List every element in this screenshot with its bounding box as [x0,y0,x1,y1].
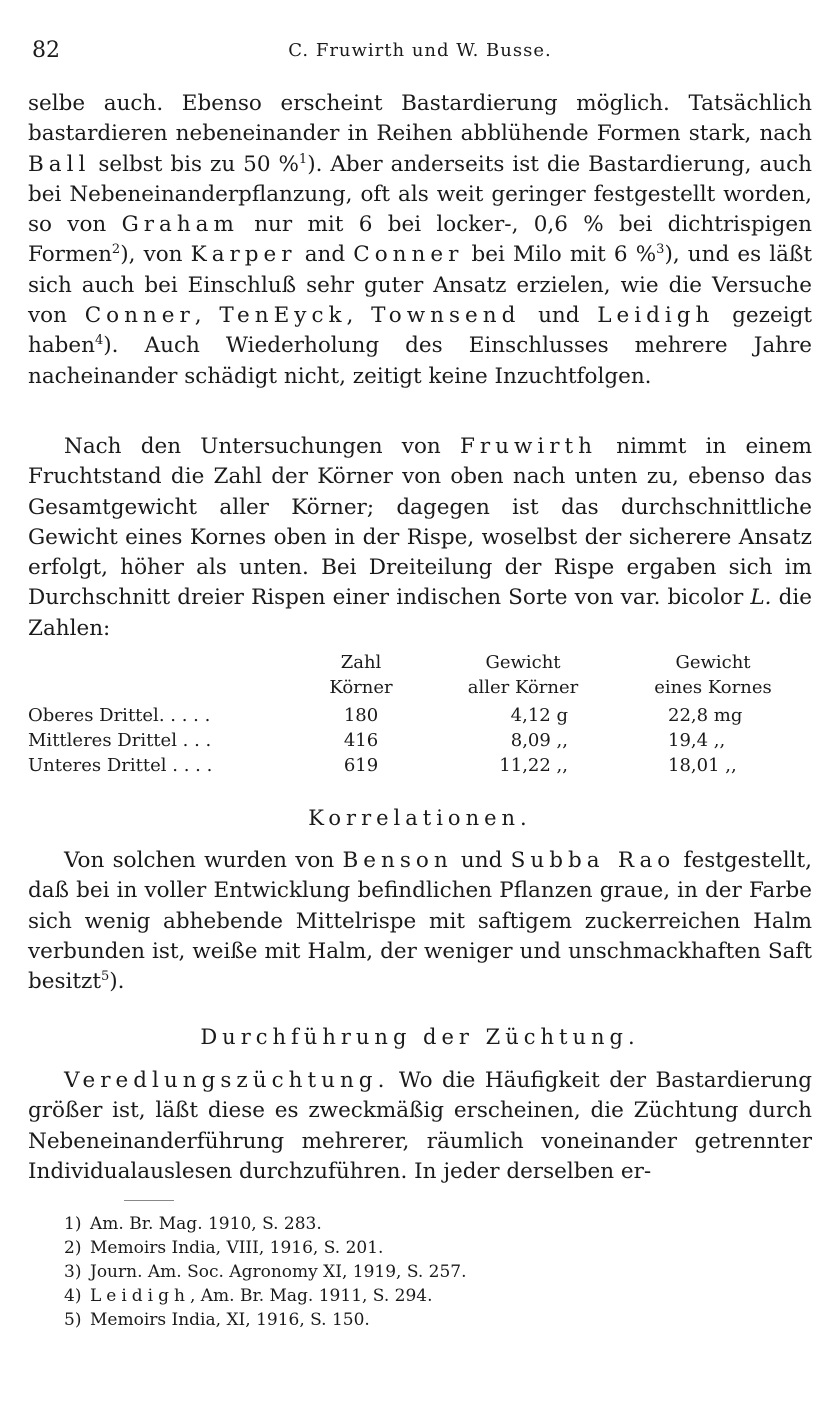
section-heading-korrelationen: Korrelationen. [308,806,532,830]
page-number: 82 [32,38,60,63]
cell-gewicht-eines: 18,01 ,, [668,755,737,776]
footnote-text: Am. Br. Mag. 1910, S. 283. [90,1214,322,1234]
table-row [28,705,812,730]
footnote-divider [124,1200,174,1201]
text-run: Nach den Untersuchungen von [64,434,460,459]
text-run: gezeigt haben [28,303,812,359]
cell-zahl: 619 [343,755,379,776]
footnote-ref: 4 [95,333,104,349]
section-heading-durchfuehrung: Durchführung der Züchtung. [200,1025,640,1049]
footnotes [64,1212,467,1332]
footnote-mark: 2) [64,1238,82,1258]
author-name: Conner [353,242,464,268]
paragraph-fruchtstand [28,432,812,644]
text-run: festgestellt, daß bei in voller Entwicklung befindlichen Pflanzen graue, in der Farbe sich wenig abhebende Mittelrispe mit saftigem zuckerreichen Halm verbunden ist, weiße mit Halm, der weniger und unschmackhaften Saft besitzt [28,848,812,995]
table-row [28,755,812,780]
text-run: ), und es läßt sich auch bei Einschluß sehr guter Ansatz erzielen, wie die Versuche von [28,242,812,329]
cell-gewicht-eines: 19,4 ,, [668,730,726,751]
author-name: Townsend [371,303,521,329]
cell-gewicht-aller: 8,09 ,, [510,730,568,751]
cell-zahl: 416 [343,730,379,751]
cell-gewicht-eines: 22,8 mg [668,705,743,726]
author-name: Leidigh [90,1286,190,1306]
text-run: ), von [120,242,191,268]
footnote-mark: 5) [64,1310,82,1330]
paragraph-bastardierung [28,89,812,392]
footnote-text: Memoirs India, VIII, 1916, S. 201. [90,1238,384,1258]
cell-zahl: 180 [343,705,379,726]
author-name: Conner [84,303,195,329]
page-header [28,38,812,68]
column-header-zahl: Zahl Körner [329,652,393,698]
footnote-item [64,1236,467,1260]
author-name: Fruwirth [459,434,598,459]
text-run: nimmt in einem Fruchtstand die Zahl der Körner von oben nach unten zu, ebenso das Gesamtgewicht aller Körner; dagegen ist das durchschnittliche Gewicht eines Kornes oben in der Rispe, woselbst der sicherere Ansatz erfolgt, höher als unten. Bei Dreiteilung der Rispe ergaben sich im Durchschnitt dreier Rispen einer indischen Sorte von var. bicolor [28,434,813,611]
footnote-ref: 1 [298,151,308,167]
text-run: und [520,303,598,329]
author-name: Ball [28,151,91,177]
text-run: Wo die Häufigkeit der Bastardierung größer ist, läßt diese es zweckmäßig erscheinen, die Züchtung durch Nebeneinanderführung mehrerer, räumlich voneinander getrennter Individualauslesen durchzuführen. In jeder derselben er- [28,1068,812,1184]
text-run: bei Milo mit 6 % [463,242,657,268]
text-run: nur mit 6 bei locker-, 0,6 % bei dichtrispigen Formen [28,212,812,268]
text-run: and [296,242,354,268]
footnote-ref: 2 [111,242,121,258]
paragraph-korrelationen [28,846,812,997]
text-run: , [194,303,220,329]
footnote-item [64,1212,467,1236]
table-row [28,730,812,755]
author-name: Graham [121,212,239,238]
author-name: Benson [342,848,453,873]
footnote-ref: 5 [101,969,110,985]
text-run: L. [750,585,772,611]
footnote-mark: 3) [64,1262,82,1282]
row-label: Oberes Drittel. . . . . [28,705,211,726]
cell-gewicht-aller: 4,12 g [510,705,568,726]
author-name: Karper [190,242,297,268]
footnote-text: , Am. Br. Mag. 1911, S. 294. [189,1286,433,1306]
footnote-item [64,1308,467,1332]
text-run: selbe auch. Ebenso erscheint Bastardierung möglich. Tatsächlich bastardieren nebeneinander in Reihen abblühende Formen stark, nach [28,91,812,147]
footnote-mark: 4) [64,1286,82,1306]
text-run: ). Auch Wiederholung des Einschlusses mehrere Jahre nacheinander schädigt nicht, zeitigt keine Inzuchtfolgen. [28,333,812,389]
footnote-ref: 3 [656,242,665,258]
cell-gewicht-aller: 11,22 ,, [499,755,568,776]
text-run: ). [109,969,125,995]
row-label: Mittleres Drittel . . . [28,730,212,751]
text-run: , [346,303,372,329]
footnote-mark: 1) [64,1214,82,1234]
footnote-text: Journ. Am. Soc. Agronomy XI, 1919, S. 257. [90,1262,467,1282]
footnote-item [64,1284,467,1308]
running-head: C. Fruwirth und W. Busse. [288,40,552,61]
text-run: und [452,848,511,873]
subsection-lead: Veredlungszüchtung. [64,1068,390,1093]
text-run: Von solchen wurden von [64,848,343,873]
column-header-gewicht-aller: Gewicht aller Körner [467,652,579,698]
text-run: die Zahlen: [28,585,813,641]
text-run: ). Aber anderseits ist die Bastardierung, auch bei Nebeneinanderpflanzung, oft als weit geringer festgestellt worden, so von [28,151,813,238]
author-name: Leidigh [597,303,715,329]
row-label: Unteres Drittel . . . . [28,755,213,776]
text-run: selbst bis zu 50 % [90,151,299,177]
footnote-text: Memoirs India, XI, 1916, S. 150. [90,1310,370,1330]
column-header-gewicht-eines: Gewicht eines Kornes [654,652,772,698]
author-name: Subba Rao [510,848,676,873]
author-name: TenEyck [219,303,347,329]
paragraph-veredlungszuechtung [28,1066,812,1187]
footnote-item [64,1260,467,1284]
